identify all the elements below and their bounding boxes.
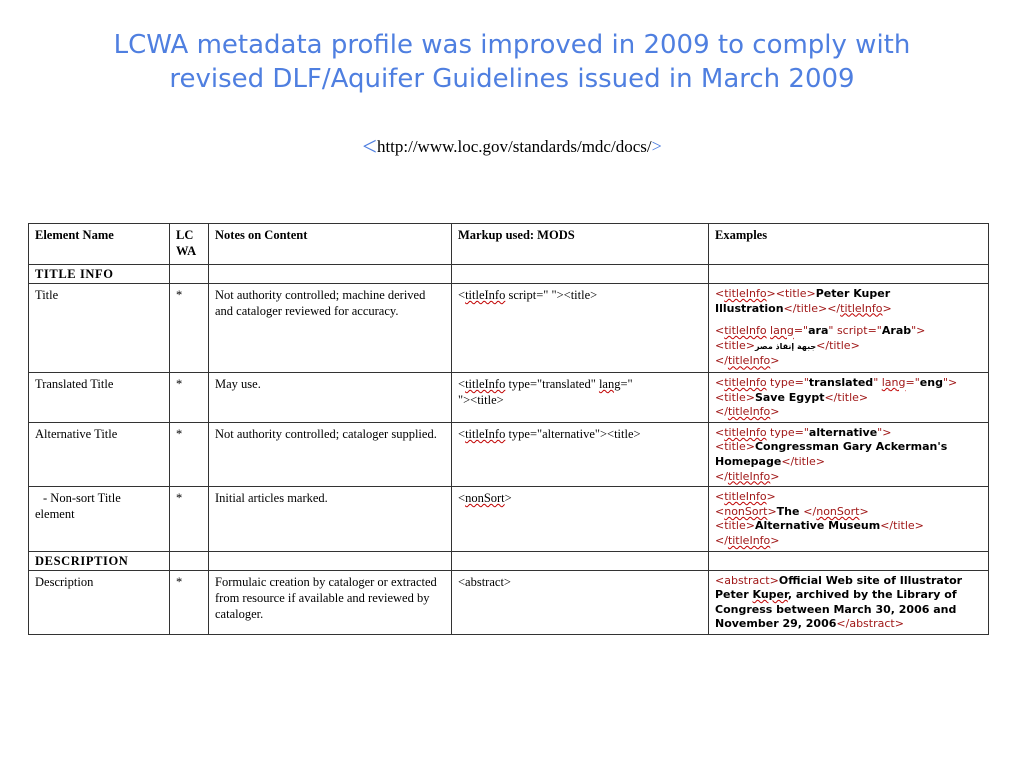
example: <titleInfo><title>Peter Kuper Illustration</title></titleInfo> <titleInfo lang="ara" script="Arab"> <title>جبهة إنقاذ مصر</title> </titleInfo> [709,284,989,373]
table-row [29,570,989,634]
metadata-profile-table-image [28,223,990,631]
source-url-line [0,132,1024,162]
example: <titleInfo> <nonSort>The </nonSort> <title>Alternative Museum</title> </titleInfo> [709,487,989,551]
example: <titleInfo type="translated" lang="eng"> <title>Save Egypt</title> </titleInfo> [709,373,989,423]
table-row [29,284,989,373]
lcwa-flag: * [170,422,209,486]
notes: Initial articles marked. [209,487,452,551]
notes: May use. [209,373,452,423]
markup: <titleInfo type="alternative"><title> [452,422,709,486]
url-close-bracket: > [651,136,662,156]
element-name: Description [29,570,170,634]
table-row [29,487,989,551]
metadata-profile-table [28,223,989,635]
lcwa-flag: * [170,487,209,551]
element-name: - Non-sort Title element [29,487,170,551]
header-examples: Examples [709,224,989,265]
markup: <nonSort> [452,487,709,551]
header-lcwa: LC WA [170,224,209,265]
header-notes: Notes on Content [209,224,452,265]
element-name: Title [29,284,170,373]
table-row [29,422,989,486]
slide-title-line-1: LCWA metadata profile was improved in 2009 to comply with [113,30,911,60]
notes: Formulaic creation by cataloger or extracted from resource if available and reviewed by cataloger. [209,570,452,634]
notes: Not authority controlled; machine derived and cataloger reviewed for accuracy. [209,284,452,373]
source-url[interactable]: http://www.loc.gov/standards/mdc/docs/ [376,137,652,156]
header-markup: Markup used: MODS [452,224,709,265]
table-row [29,373,989,423]
section-label: TITLE INFO [29,265,170,284]
lcwa-flag: * [170,284,209,373]
markup: <abstract> [452,570,709,634]
element-name: Alternative Title [29,422,170,486]
table-header-row [29,224,989,265]
example: <abstract>Official Web site of Illustrator Peter Kuper, archived by the Library of Congress between March 30, 2006 and November 29, 2006</abstract> [709,570,989,634]
notes: Not authority controlled; cataloger supplied. [209,422,452,486]
markup: <titleInfo script=" "><title> [452,284,709,373]
lcwa-flag: * [170,570,209,634]
url-open-bracket: < [362,132,377,161]
element-name: Translated Title [29,373,170,423]
example: <titleInfo type="alternative"> <title>Congressman Gary Ackerman's Homepage</title> </titleInfo> [709,422,989,486]
section-row-title-info [29,265,989,284]
markup: <titleInfo type="translated" lang=" "><title> [452,373,709,423]
header-element-name: Element Name [29,224,170,265]
section-row-description [29,551,989,570]
section-label: DESCRIPTION [29,551,170,570]
slide-title [40,28,984,96]
slide-title-line-2: revised DLF/Aquifer Guidelines issued in March 2009 [169,64,855,94]
lcwa-flag: * [170,373,209,423]
